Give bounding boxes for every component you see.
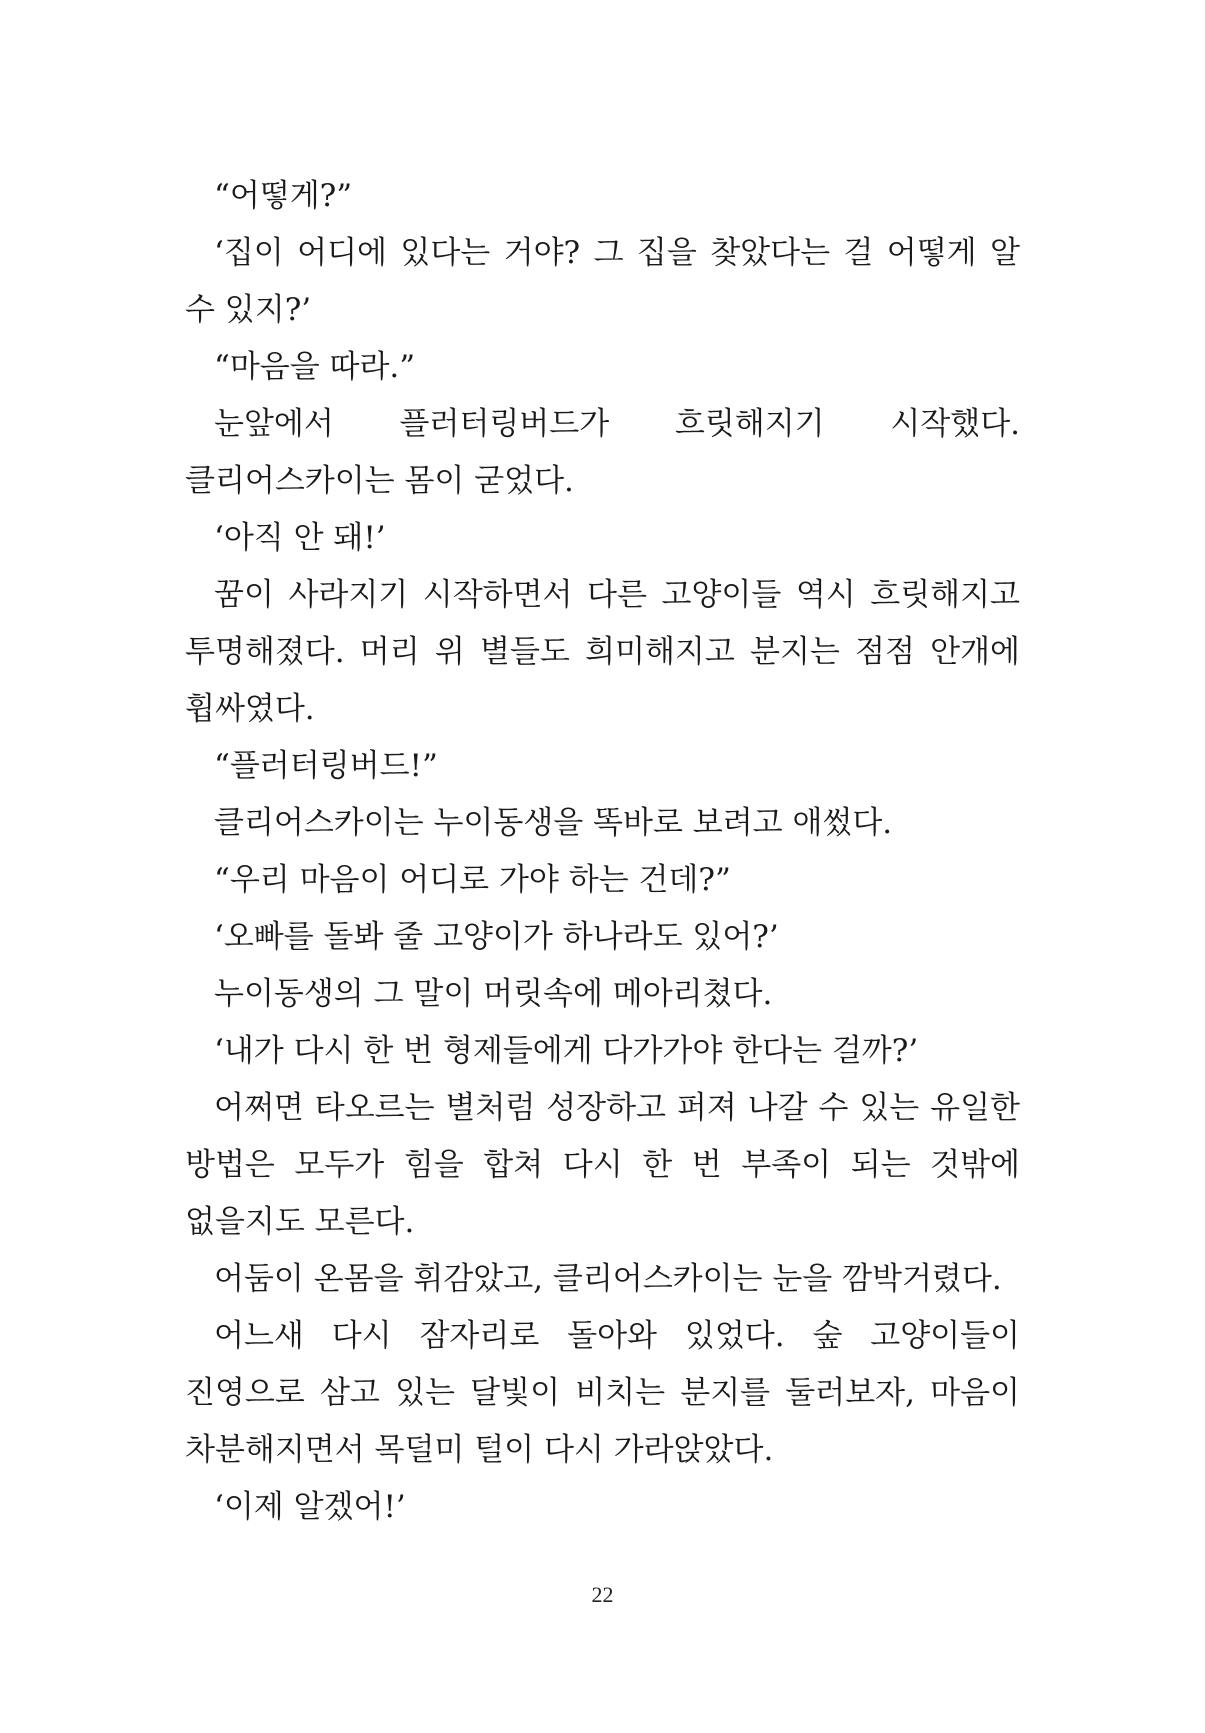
paragraph: 어느새 다시 잠자리로 돌아와 있었다. 숲 고양이들이 진영으로 삼고 있는 달빛이 비치는 분지를 둘러보자, 마음이 차분해지면서 목덜미 털이 다시 가라앉았다. bbox=[185, 1318, 1020, 1468]
paragraph: ‘아직 안 돼!’ bbox=[214, 520, 386, 556]
paragraph: 꿈이 사라지기 시작하면서 다른 고양이들 역시 흐릿해지고 투명해졌다. 머리 위 별들도 희미해지고 분지는 점점 안개에 휩싸였다. bbox=[185, 577, 1020, 727]
paragraph: 어쩌면 타오르는 별처럼 성장하고 퍼져 나갈 수 있는 유일한 방법은 모두가 힘을 합쳐 다시 한 번 부족이 되는 것밖에 없을지도 모른다. bbox=[185, 1090, 1020, 1240]
paragraph: 클리어스카이는 누이동생을 똑바로 보려고 애썼다. bbox=[214, 805, 893, 841]
paragraph: 어둠이 온몸을 휘감았고, 클리어스카이는 눈을 깜박거렸다. bbox=[214, 1261, 1002, 1297]
paragraph: “어떻게?” bbox=[214, 178, 353, 214]
paragraph: “마음을 따라.” bbox=[214, 349, 416, 385]
page-number: 22 bbox=[591, 1582, 614, 1607]
paragraph: 눈앞에서 플러터링버드가 흐릿해지기 시작했다. 클리어스카이는 몸이 굳었다. bbox=[185, 406, 1020, 499]
paragraph: ‘이제 알겠어!’ bbox=[214, 1489, 406, 1525]
paragraph: “플러터링버드!” bbox=[214, 748, 438, 784]
paragraph: ‘집이 어디에 있다는 거야? 그 집을 찾았다는 걸 어떻게 알 수 있지?’ bbox=[185, 235, 1020, 328]
paragraph: ‘오빠를 돌봐 줄 고양이가 하나라도 있어?’ bbox=[214, 919, 779, 955]
paragraph: “우리 마음이 어디로 가야 하는 건데?” bbox=[214, 862, 731, 898]
body-text bbox=[185, 168, 1020, 1536]
paragraph: 누이동생의 그 말이 머릿속에 메아리쳤다. bbox=[214, 976, 773, 1012]
paragraph: ‘내가 다시 한 번 형제들에게 다가가야 한다는 걸까?’ bbox=[214, 1033, 919, 1069]
